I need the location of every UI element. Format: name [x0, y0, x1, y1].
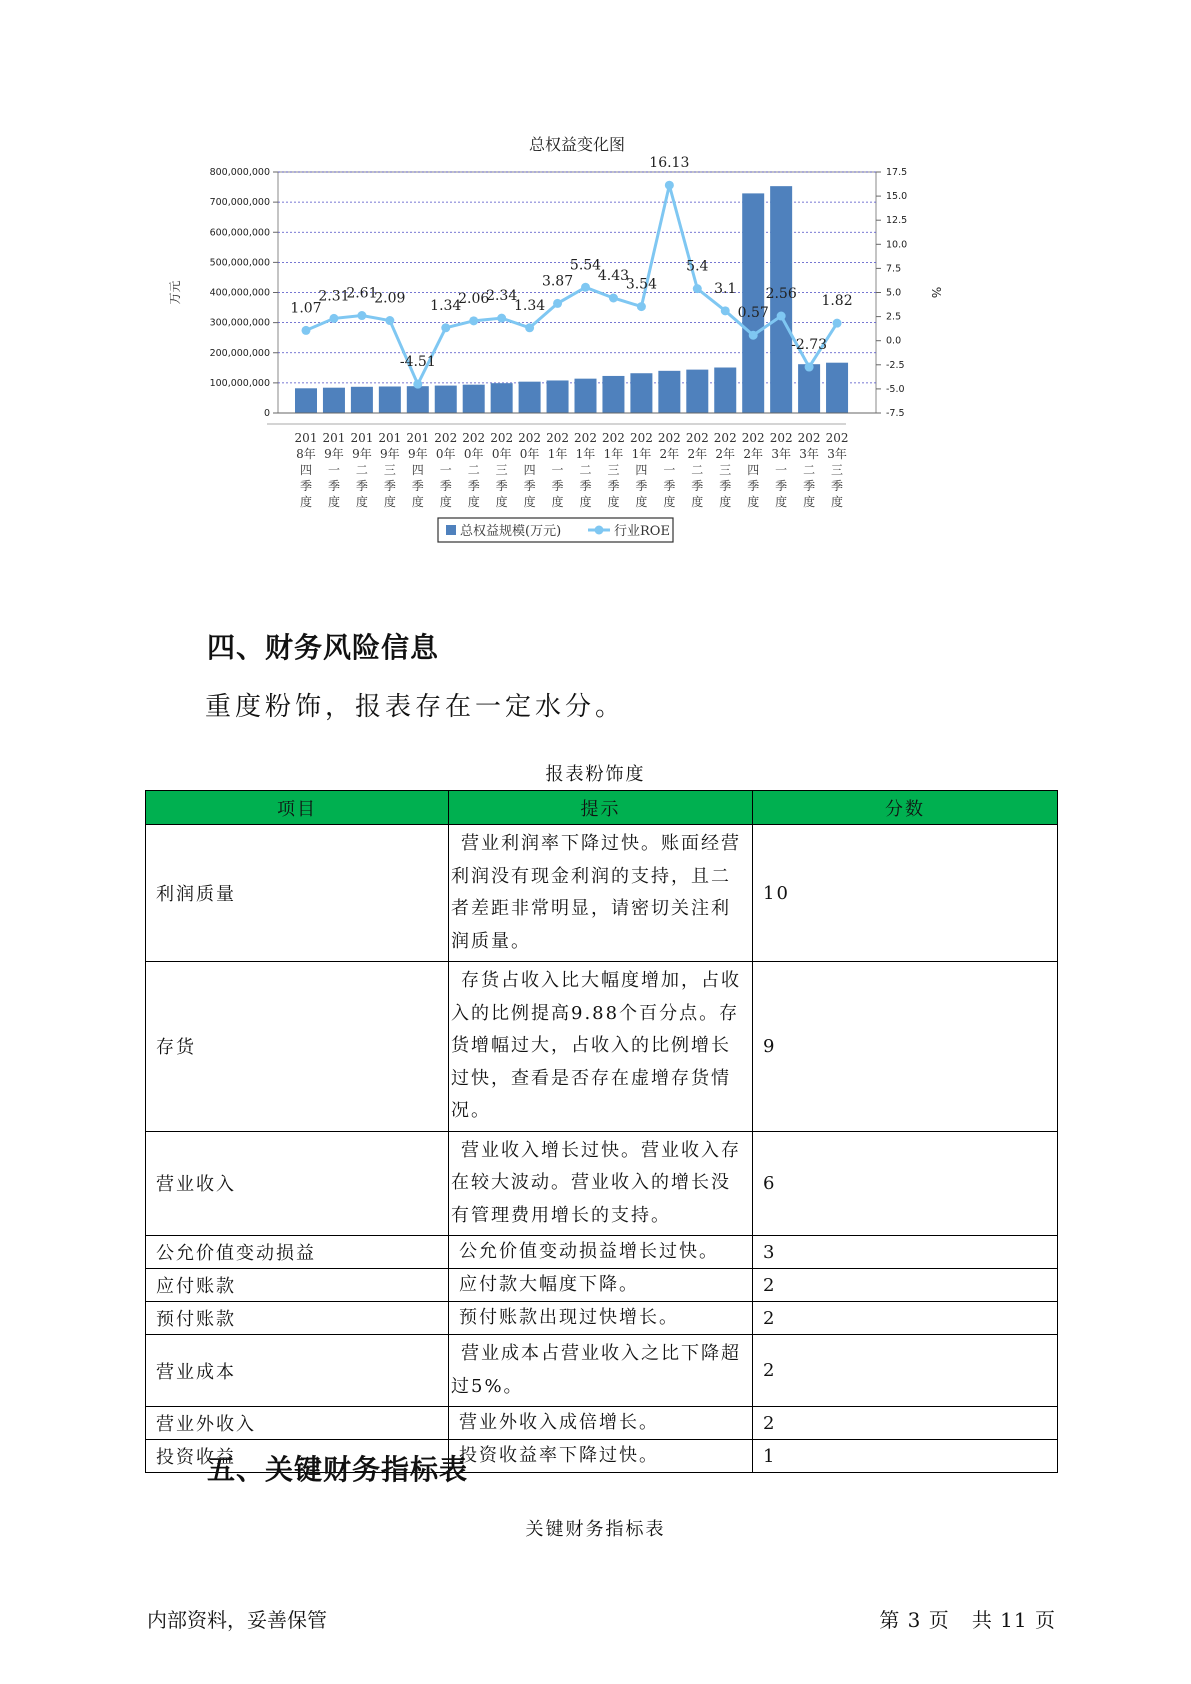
legend-bar-label: 总权益规模(万元): [460, 524, 562, 539]
x-tick-label: 0年: [519, 447, 540, 461]
x-tick-label: 度: [523, 495, 536, 509]
bar: [295, 388, 317, 413]
row-item: 营业收入: [146, 1131, 449, 1236]
x-tick-label: 1年: [575, 447, 596, 461]
x-tick-label: 季: [299, 479, 313, 493]
x-tick-label: 一: [439, 463, 452, 477]
x-tick-label: 二: [803, 463, 816, 477]
x-tick-label: 度: [719, 495, 732, 509]
row-score: 3: [753, 1236, 1058, 1269]
row-item: 营业外收入: [146, 1407, 449, 1440]
x-tick-label: 季: [719, 479, 732, 493]
x-tick-label: 度: [439, 495, 452, 509]
x-tick-label: 三: [383, 463, 396, 477]
header-item: 项目: [146, 791, 449, 825]
roe-point: [553, 299, 562, 308]
roe-point: [609, 293, 618, 302]
x-tick-label: 四: [747, 463, 760, 477]
roe-data-label: 2.31: [318, 288, 350, 305]
x-tick-label: 季: [439, 479, 452, 493]
x-tick-label: 三: [719, 463, 732, 477]
x-tick-label: 度: [383, 495, 396, 509]
x-tick-label: 季: [327, 479, 340, 493]
row-hint: 存货占收入比大幅度增加，占收入的比例提高9.88个百分点。存货增幅过大，占收入的比例增长过快，查看是否存在虚增存货情况。: [449, 962, 753, 1132]
row-hint: 营业收入增长过快。营业收入存在较大波动。营业收入的增长没有管理费用增长的支持。: [449, 1131, 753, 1236]
x-tick-label: 季: [663, 479, 676, 493]
roe-data-label: 1.82: [821, 293, 853, 310]
x-tick-label: 201: [406, 431, 430, 445]
bar: [323, 388, 345, 413]
x-tick-label: 季: [747, 479, 760, 493]
x-tick-label: 202: [825, 431, 849, 445]
roe-point: [469, 316, 478, 325]
x-tick-label: 季: [467, 479, 480, 493]
x-tick-label: 季: [831, 479, 844, 493]
x-tick-label: 度: [299, 495, 313, 509]
x-tick-label: 201: [350, 431, 374, 445]
bar: [435, 386, 457, 413]
row-hint: 营业成本占营业收入之比下降超过5%。: [449, 1335, 753, 1407]
x-tick-label: 一: [551, 463, 564, 477]
x-tick-label: 三: [607, 463, 620, 477]
row-item: 公允价值变动损益: [146, 1236, 449, 1269]
x-tick-label: 度: [495, 495, 508, 509]
roe-data-label: 2.09: [374, 290, 406, 307]
row-hint: 公允价值变动损益增长过快。: [449, 1236, 753, 1269]
footer-page-number: 第 3 页 共 11 页: [879, 1608, 1056, 1632]
x-tick-label: 9年: [407, 447, 428, 461]
x-tick-label: 度: [831, 495, 844, 509]
y-right-tick-label: 2.5: [886, 311, 902, 323]
x-tick-label: 度: [327, 495, 340, 509]
row-hint: 预付账款出现过快增长。: [449, 1302, 753, 1335]
x-tick-label: 202: [462, 431, 486, 445]
roe-data-label: -4.51: [399, 354, 436, 371]
x-tick-label: 季: [607, 479, 620, 493]
roe-data-label: 4.43: [597, 267, 630, 284]
section-heading-financial-risk: 四、财务风险信息: [207, 631, 440, 664]
x-tick-label: 3年: [827, 447, 847, 461]
x-tick-label: 季: [551, 479, 564, 493]
table-row: [146, 825, 1058, 962]
x-tick-label: 2年: [743, 447, 764, 461]
roe-point: [525, 323, 534, 332]
x-tick-label: 三: [831, 463, 844, 477]
x-tick-label: 季: [523, 479, 536, 493]
y-left-tick-label: 100,000,000: [209, 377, 270, 389]
roe-point: [777, 312, 786, 321]
x-tick-label: 度: [579, 495, 592, 509]
y-left-tick-label: 700,000,000: [209, 197, 270, 209]
roe-point: [581, 283, 590, 292]
bar: [798, 364, 820, 413]
y-left-axis-label: 万元: [168, 280, 182, 305]
x-tick-label: 一: [775, 463, 788, 477]
x-tick-label: 度: [551, 495, 564, 509]
bar: [826, 363, 848, 413]
legend-bar-swatch: [446, 525, 456, 535]
bar: [519, 382, 541, 413]
y-right-tick-label: 17.5: [886, 167, 908, 178]
x-tick-label: 202: [546, 431, 570, 445]
roe-data-label: 1.34: [514, 297, 546, 314]
roe-point: [637, 302, 646, 311]
x-tick-label: 1年: [547, 447, 568, 461]
x-tick-label: 9年: [324, 447, 344, 461]
x-tick-label: 度: [411, 495, 424, 509]
roe-data-label: 0.57: [737, 305, 769, 322]
roe-point: [833, 319, 842, 328]
y-right-tick-label: 10.0: [886, 239, 908, 251]
x-tick-label: 度: [467, 495, 480, 509]
roe-point: [749, 331, 758, 340]
legend-line-label: 行业ROE: [614, 524, 670, 539]
x-tick-label: 季: [355, 479, 368, 493]
legend-line-marker: [595, 526, 604, 535]
y-right-tick-label: -5.0: [886, 383, 905, 395]
section-heading-key-indicators: 五、关键财务指标表: [207, 1453, 469, 1486]
bar: [407, 386, 429, 413]
table-row: [146, 1236, 1058, 1269]
x-tick-label: 202: [769, 431, 793, 445]
bar: [686, 370, 708, 413]
y-left-tick-label: 200,000,000: [209, 347, 270, 359]
x-tick-label: 3年: [799, 447, 819, 461]
x-tick-label: 季: [775, 479, 788, 493]
x-tick-label: 二: [579, 463, 592, 477]
bar: [351, 387, 373, 413]
x-tick-label: 8年: [296, 447, 316, 461]
bar: [630, 373, 652, 413]
x-tick-label: 度: [635, 495, 648, 509]
table-row: [146, 1302, 1058, 1335]
roe-data-label: 5.4: [686, 258, 709, 275]
x-tick-label: 一: [327, 463, 340, 477]
row-hint: 应付款大幅度下降。: [449, 1269, 753, 1302]
x-tick-label: 季: [691, 479, 704, 493]
y-left-tick-label: 300,000,000: [209, 317, 270, 329]
x-tick-label: 1年: [603, 447, 624, 461]
x-tick-label: 季: [579, 479, 592, 493]
x-tick-label: 二: [467, 463, 480, 477]
footer-confidential: 内部资料，妥善保管: [147, 1608, 327, 1632]
table-header-row: [146, 791, 1058, 825]
kpi-table-caption: 关键财务指标表: [525, 1519, 666, 1540]
roe-data-label: 3.1: [714, 280, 737, 297]
row-hint: 营业利润率下降过快。账面经营利润没有现金利润的支持，且二者差距非常明显，请密切关注利润质量。: [449, 825, 753, 962]
row-score: 9: [753, 962, 1058, 1132]
roe-data-label: 2.06: [458, 290, 490, 307]
table-row: [146, 962, 1058, 1132]
row-score: 2: [753, 1407, 1058, 1440]
roe-point: [497, 314, 506, 323]
roe-data-label: 16.13: [649, 155, 690, 172]
x-tick-label: 1年: [631, 447, 652, 461]
bar: [742, 193, 764, 413]
x-tick-label: 2年: [715, 447, 736, 461]
x-tick-label: 季: [411, 479, 424, 493]
risk-table: [145, 790, 1058, 1473]
y-left-tick-label: 0: [263, 408, 270, 419]
table-row: [146, 1407, 1058, 1440]
table-caption: 报表粉饰度: [545, 764, 646, 785]
x-tick-label: 202: [713, 431, 737, 445]
bar: [463, 385, 485, 413]
x-tick-label: 202: [629, 431, 653, 445]
y-right-tick-label: 7.5: [886, 263, 902, 275]
x-tick-label: 201: [322, 431, 346, 445]
x-tick-label: 201: [378, 431, 402, 445]
bar: [602, 376, 624, 413]
roe-data-label: 2.56: [765, 286, 797, 303]
bar: [547, 380, 569, 413]
y-right-tick-label: 15.0: [886, 191, 908, 203]
x-tick-label: 度: [663, 495, 676, 509]
row-hint: 营业外收入成倍增长。: [449, 1407, 753, 1440]
x-tick-label: 四: [523, 463, 536, 477]
x-tick-label: 202: [490, 431, 514, 445]
row-score: 6: [753, 1131, 1058, 1236]
x-tick-label: 度: [775, 495, 788, 509]
row-item: 应付账款: [146, 1269, 449, 1302]
x-tick-label: 202: [657, 431, 681, 445]
x-tick-label: 度: [747, 495, 760, 509]
table-row: [146, 1131, 1058, 1236]
row-hint: 投资收益率下降过快。: [449, 1440, 753, 1473]
roe-point: [441, 323, 450, 332]
x-tick-label: 四: [635, 463, 648, 477]
bar: [658, 371, 680, 413]
bar: [714, 368, 736, 413]
row-item: 利润质量: [146, 825, 449, 962]
roe-point: [805, 363, 814, 372]
y-left-tick-label: 500,000,000: [209, 257, 270, 269]
row-score: 1: [753, 1440, 1058, 1473]
x-tick-label: 季: [635, 479, 648, 493]
x-tick-label: 2年: [659, 447, 680, 461]
table-row: [146, 1269, 1058, 1302]
x-tick-label: 0年: [491, 447, 512, 461]
x-tick-label: 202: [685, 431, 709, 445]
risk-summary: 重度粉饰，报表存在一定水分。: [205, 692, 626, 722]
row-score: 2: [753, 1302, 1058, 1335]
x-tick-label: 202: [574, 431, 597, 445]
roe-point: [721, 306, 730, 315]
y-right-tick-label: 0.0: [886, 335, 902, 347]
bar: [379, 386, 401, 413]
roe-data-label: 1.34: [430, 297, 462, 314]
roe-data-label: 2.61: [346, 285, 378, 302]
roe-data-label: 1.07: [290, 300, 322, 317]
roe-data-label: 3.87: [541, 273, 574, 290]
roe-point: [385, 316, 394, 325]
y-right-tick-label: -7.5: [886, 408, 905, 419]
x-tick-label: 0年: [435, 447, 456, 461]
x-tick-label: 202: [741, 431, 765, 445]
chart-title: 总权益变化图: [528, 135, 626, 154]
equity-chart-svg: [168, 135, 1040, 600]
roe-point: [413, 380, 422, 389]
x-tick-label: 度: [355, 495, 368, 509]
header-score: 分数: [753, 791, 1058, 825]
x-tick-label: 9年: [352, 447, 372, 461]
x-tick-label: 3年: [771, 447, 791, 461]
x-tick-label: 2年: [687, 447, 708, 461]
roe-point: [693, 284, 702, 293]
x-tick-label: 度: [803, 495, 816, 509]
x-tick-label: 季: [495, 479, 508, 493]
x-tick-label: 0年: [463, 447, 484, 461]
x-tick-label: 202: [601, 431, 625, 445]
bar: [491, 383, 513, 413]
bar: [575, 379, 597, 413]
x-tick-label: 9年: [380, 447, 400, 461]
roe-point: [665, 181, 674, 190]
x-tick-label: 202: [518, 431, 542, 445]
x-tick-label: 202: [797, 431, 821, 445]
roe-data-label: 3.54: [625, 276, 657, 293]
y-left-tick-label: 800,000,000: [209, 167, 270, 178]
roe-point: [302, 326, 311, 335]
y-right-axis-label: %: [929, 286, 943, 299]
row-item: 存货: [146, 962, 449, 1132]
y-left-tick-label: 400,000,000: [209, 287, 270, 299]
x-tick-label: 度: [607, 495, 620, 509]
x-tick-label: 度: [691, 495, 704, 509]
x-tick-label: 二: [691, 463, 704, 477]
x-tick-label: 四: [299, 463, 313, 477]
roe-data-label: 5.54: [569, 257, 602, 274]
y-left-tick-label: 600,000,000: [209, 227, 270, 239]
roe-data-label: 2.34: [486, 288, 518, 305]
header-hint: 提示: [449, 791, 753, 825]
x-tick-label: 三: [495, 463, 508, 477]
row-item: 预付账款: [146, 1302, 449, 1335]
row-score: 10: [753, 825, 1058, 962]
x-tick-label: 四: [411, 463, 424, 477]
x-tick-label: 季: [383, 479, 396, 493]
x-tick-label: 201: [294, 431, 318, 445]
x-tick-label: 二: [355, 463, 368, 477]
y-right-tick-label: 12.5: [886, 215, 908, 227]
row-score: 2: [753, 1269, 1058, 1302]
roe-point: [357, 311, 366, 320]
equity-chart: [168, 135, 1040, 600]
roe-point: [329, 314, 338, 323]
row-score: 2: [753, 1335, 1058, 1407]
y-right-tick-label: -2.5: [886, 359, 905, 371]
roe-data-label: -2.73: [791, 337, 828, 354]
row-item: 营业成本: [146, 1335, 449, 1407]
x-tick-label: 一: [663, 463, 676, 477]
x-tick-label: 季: [803, 479, 816, 493]
x-tick-label: 202: [434, 431, 458, 445]
table-row: [146, 1335, 1058, 1407]
row-item: 投资收益: [146, 1440, 449, 1473]
y-right-tick-label: 5.0: [886, 287, 902, 299]
